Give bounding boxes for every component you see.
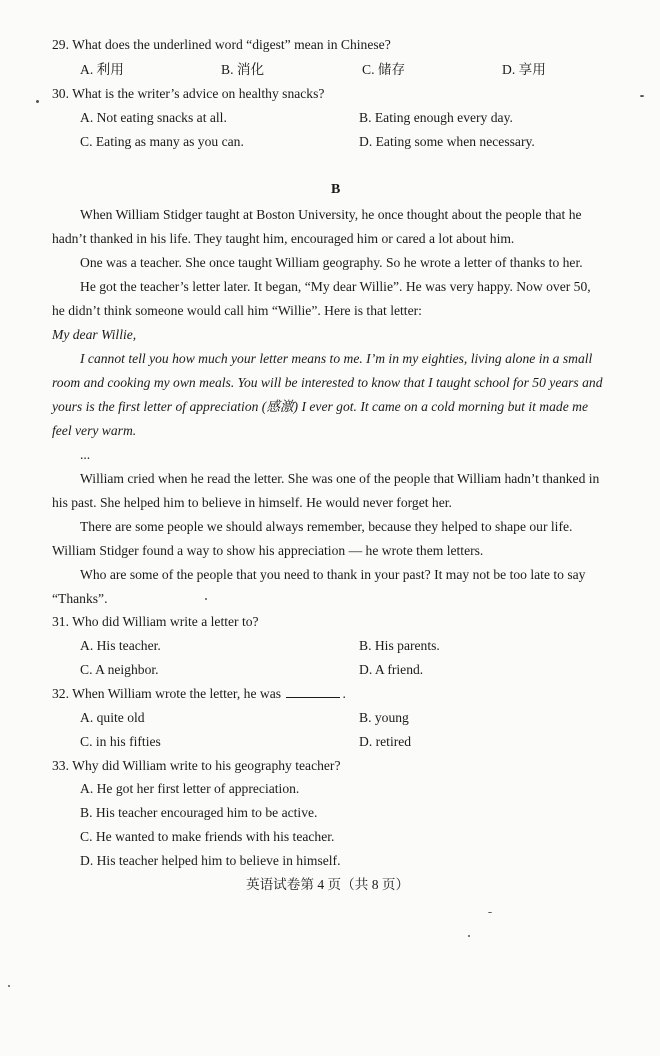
question-31-option-c: C. A neighbor.	[80, 662, 159, 677]
passage-line: his past. She helped him to believe in himself. He would never forget her.	[52, 495, 452, 510]
passage-line: There are some people we should always remember, because they helped to shape our life.	[80, 519, 573, 534]
question-32-option-c: C. in his fifties	[80, 734, 161, 749]
scan-speck	[468, 935, 470, 937]
scan-speck	[488, 912, 492, 913]
question-32-stem-end: .	[342, 686, 346, 701]
passage-line: When William Stidger taught at Boston University, he once thought about the people that he	[80, 207, 582, 222]
question-32-option-b: B. young	[359, 710, 409, 725]
question-29-stem: 29. What does the underlined word “digest” mean in Chinese?	[52, 37, 391, 52]
question-29-option-d: D. 享用	[502, 62, 546, 77]
passage-line: “Thanks”.	[52, 591, 108, 606]
question-33-option-a: A. He got her first letter of appreciation.	[80, 781, 300, 796]
page-footer: 英语试卷第 4 页（共 8 页）	[246, 877, 410, 892]
question-31-option-b: B. His parents.	[359, 638, 440, 653]
passage-line: One was a teacher. She once taught William geography. So he wrote a letter of thanks to her.	[80, 255, 583, 270]
letter-greeting: My dear Willie,	[52, 327, 137, 342]
question-33-option-b: B. His teacher encouraged him to be active.	[80, 805, 318, 820]
passage-line: William cried when he read the letter. She was one of the people that William hadn’t thanked in	[80, 471, 600, 486]
question-30-stem: 30. What is the writer’s advice on healthy snacks?	[52, 86, 325, 101]
question-31-option-a: A. His teacher.	[80, 638, 161, 653]
question-32-option-a: A. quite old	[80, 710, 145, 725]
question-29-option-b: B. 消化	[221, 62, 265, 77]
question-30-option-a: A. Not eating snacks at all.	[80, 110, 227, 125]
scan-speck	[36, 100, 39, 103]
scan-speck	[205, 598, 207, 600]
letter-line: feel very warm.	[52, 423, 137, 438]
passage-line: William Stidger found a way to show his appreciation — he wrote them letters.	[52, 543, 484, 558]
question-31-option-d: D. A friend.	[359, 662, 424, 677]
question-29-option-c: C. 储存	[362, 62, 406, 77]
passage-line: He got the teacher’s letter later. It began, “My dear Willie”. He was very happy. Now over 50,	[80, 279, 591, 294]
question-30-option-c: C. Eating as many as you can.	[80, 134, 244, 149]
question-33-option-c: C. He wanted to make friends with his teacher.	[80, 829, 335, 844]
letter-ellipsis: ...	[80, 447, 91, 462]
scan-speck	[640, 95, 644, 97]
letter-line: I cannot tell you how much your letter means to me. I’m in my eighties, living alone in a small	[80, 351, 593, 366]
question-32-stem-text: 32. When William wrote the letter, he was	[52, 686, 282, 701]
question-33-stem: 33. Why did William write to his geography teacher?	[52, 758, 341, 773]
question-30-option-d: D. Eating some when necessary.	[359, 134, 535, 149]
question-29-option-a: A. 利用	[80, 62, 124, 77]
scan-speck	[8, 985, 10, 987]
question-31-stem: 31. Who did William write a letter to?	[52, 614, 259, 629]
passage-line: hadn’t thanked in his life. They taught him, encouraged him or cared a lot about him.	[52, 231, 515, 246]
answer-blank	[286, 685, 340, 698]
section-heading: B	[331, 182, 341, 197]
question-30-option-b: B. Eating enough every day.	[359, 110, 513, 125]
letter-line: yours is the first letter of appreciation (感激) I ever got. It came on a cold morning but it made me	[52, 399, 588, 414]
question-33-option-d: D. His teacher helped him to believe in himself.	[80, 853, 341, 868]
passage-line: he didn’t think someone would call him “Willie”. Here is that letter:	[52, 303, 422, 318]
question-32-stem	[52, 685, 346, 703]
passage-line: Who are some of the people that you need to thank in your past? It may not be too late to say	[80, 567, 586, 582]
letter-line: room and cooking my own meals. You will be interested to know that I taught school for 50 years and	[52, 375, 603, 390]
question-32-option-d: D. retired	[359, 734, 412, 749]
